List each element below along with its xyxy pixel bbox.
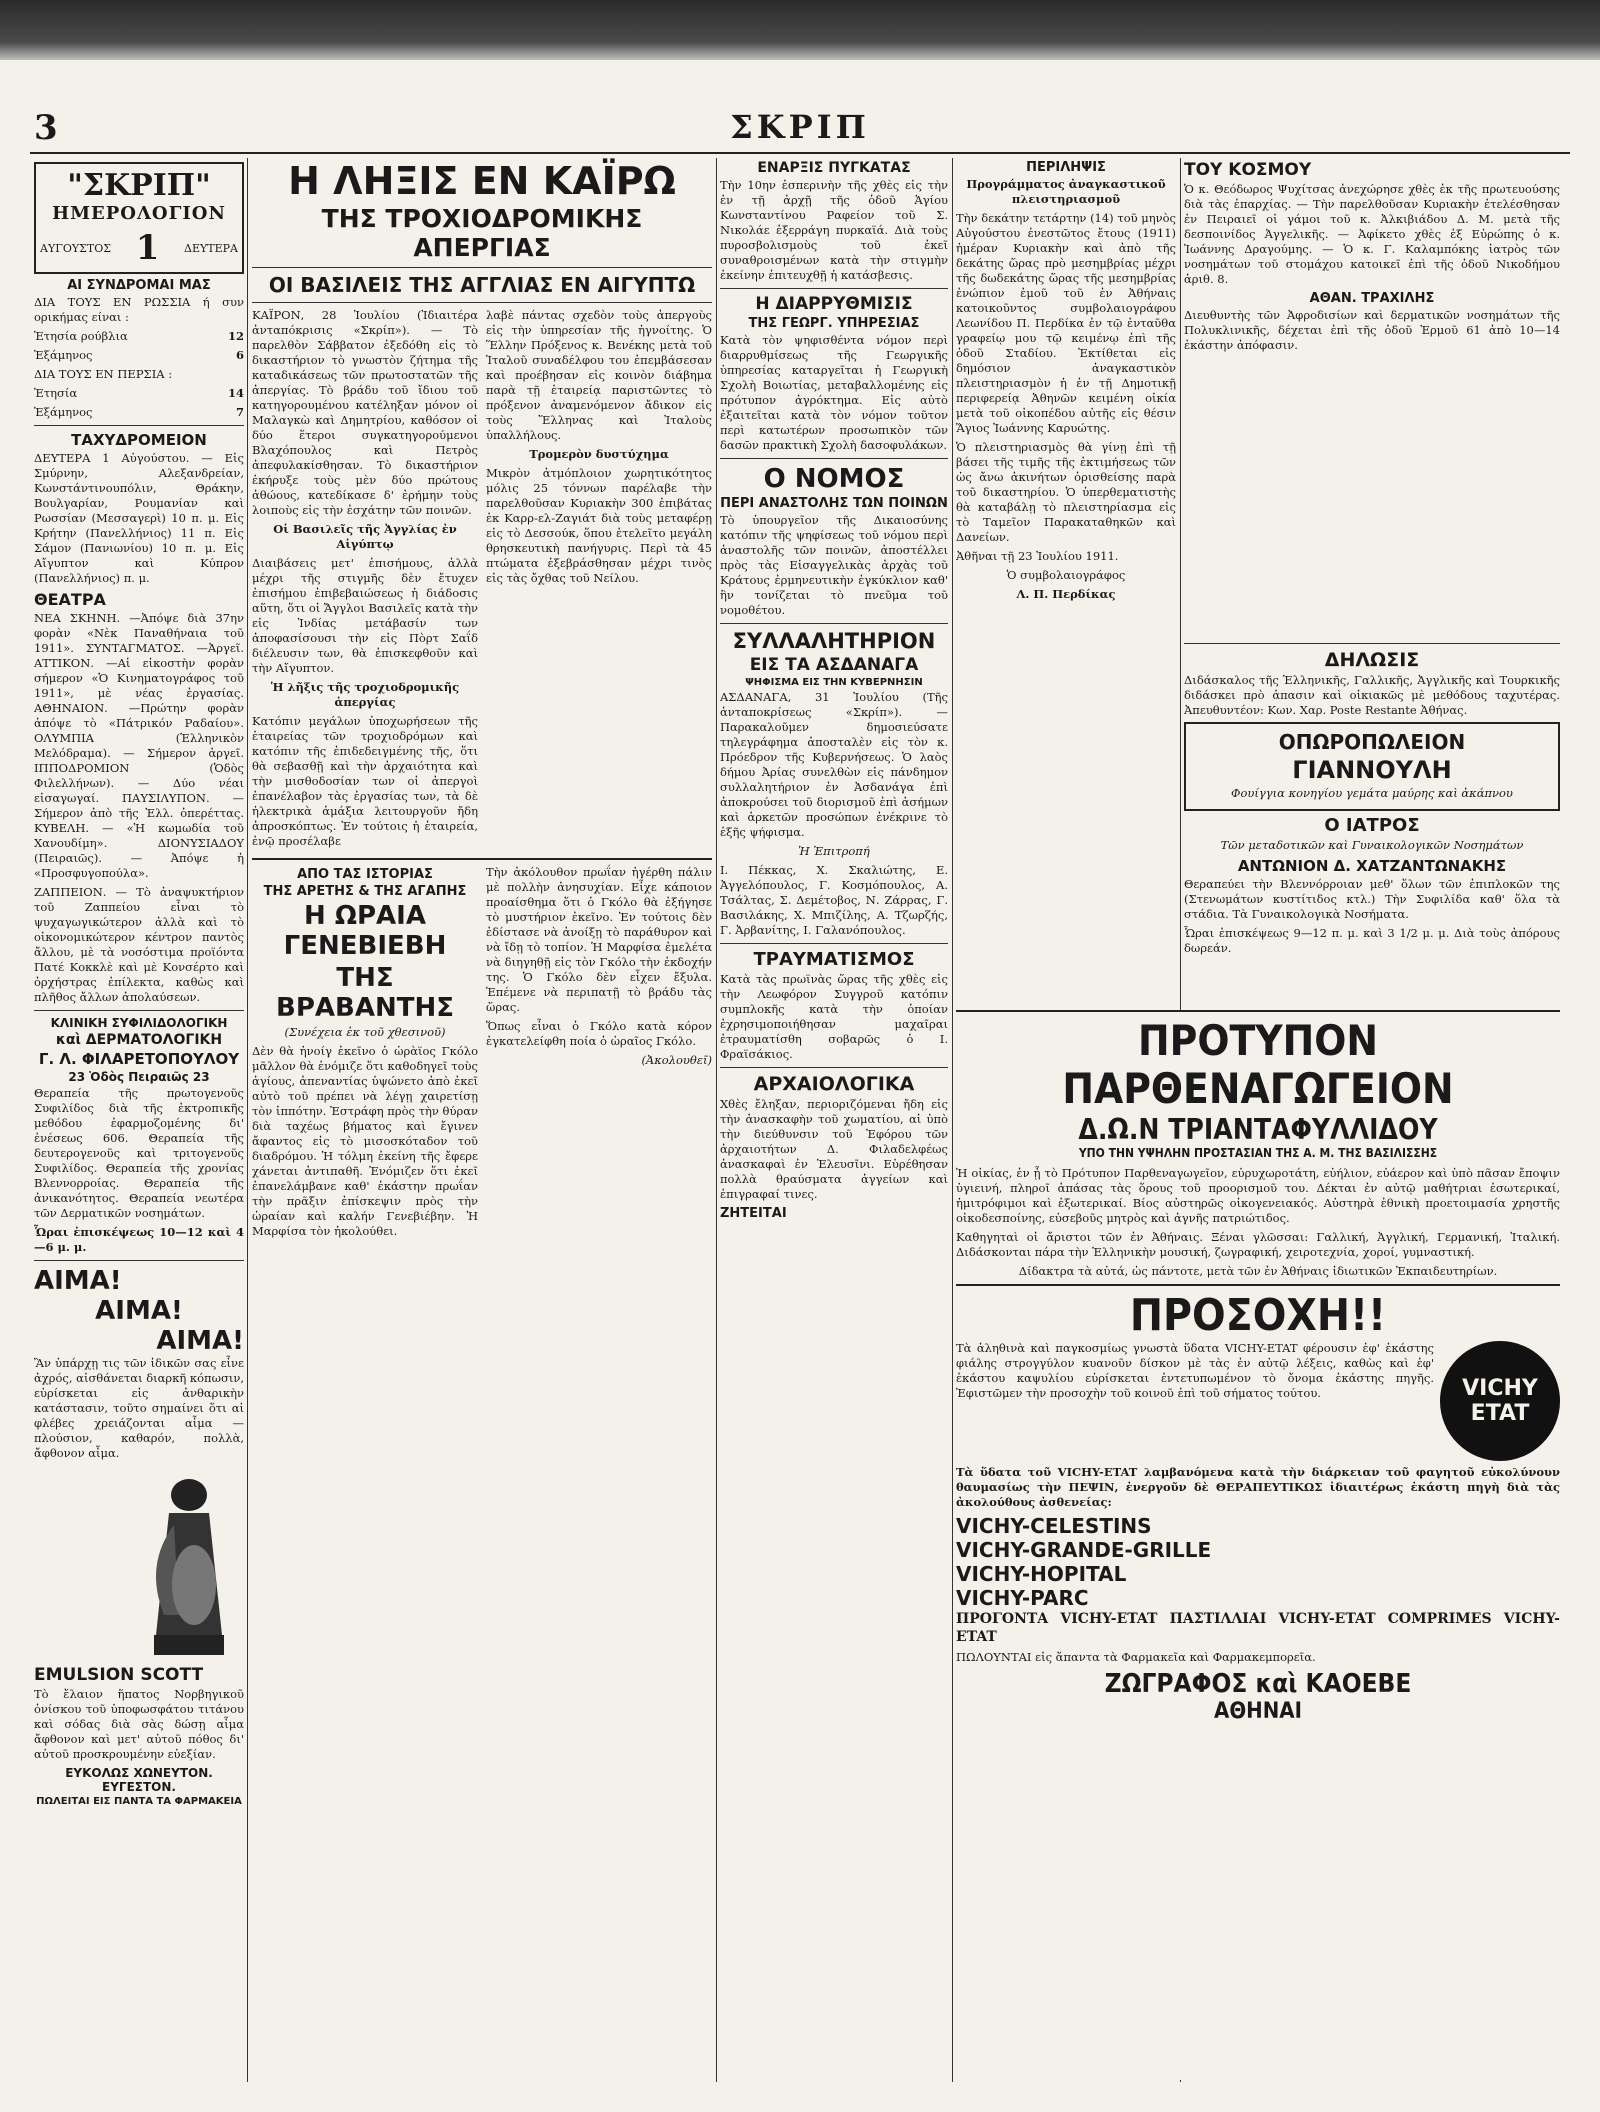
fisherman-illustration: [134, 1465, 244, 1665]
emulsion-brand: EMULSION SCOTT: [34, 1665, 204, 1685]
calendar-subtitle: ΗΜΕΡΟΛΟΓΙΟΝ: [52, 203, 226, 224]
doctor-name: ΑΘΑΝ. ΤΡΑΧΙΛΗΣ: [1309, 291, 1435, 306]
doctor2-sub: Τῶν μεταδοτικῶν καὶ Γυναικολογικῶν Νοσημάτων: [1220, 838, 1524, 852]
vichy-badge-text: VICHY: [1462, 1376, 1538, 1401]
serial-end: Ὅπως εἶναι ὁ Γκόλο κατὰ κόρον ἐγκατελείφθη ποία ὁ ὡραῖος Γκόλο.: [486, 1019, 712, 1048]
column-3: [720, 158, 948, 2082]
subs-row-value: 7: [235, 405, 244, 419]
vichy-springs: [956, 1514, 1560, 1610]
paper-name: ΣΚΡΙΠ: [730, 108, 870, 146]
serial-text: Δὲν θὰ ἠνοίγ ἐκεῖνο ὁ ὠρὰϊος Γκόλο μᾶλλον θὰ ἐνόμιζε ὅτι καθοδηγεῖ τοὺς ἀγίους, ἀπεναντίας ὑψώνετο ἀπὸ ἐκεῖ αὐτὸ τοῦ πρέπει νὰ λέγῃ χαιρετίσῃ τὸν ἱππότην. Ἐστράφη πρὸς τὴν θύραν διὰ ταχέως βήματος καὶ ἔγινεν ἄφαντος εἰς τὸ μισοσκόταδον τοῦ διαδρόμου. Ἡ τόλμη ἐκείνη τῆς ἔφερε χάνεται ἀντιπαθῆ. Ἐνόμιζεν ὅτι ἐκεῖ ἐπανελάμβανε καθ' ἑκάστην πρωΐαν τὴν πρᾶξιν ἐπίσκεψιν πρὸς τὴν ὡραίαν καὶ καλήν Γενεβιέβην. Ἡ Μαρφίσα τὸν ἠκολούθει.: [252, 1044, 478, 1238]
auction-place: Ἀθῆναι τῇ 23 Ἰουλίου 1911.: [956, 549, 1119, 563]
vichy-spring: VICHY-GRANDE-GRILLE: [956, 1538, 1212, 1562]
fruit-shop-name: ΓΙΑΝΝΟΥΛΗ: [1292, 756, 1452, 784]
fruit-shop-sub: Φουίγγια κονηγίου γεμάτα μαύρης καὶ ἀκάπνου: [1231, 786, 1513, 800]
school-patron: ΥΠΟ ΤΗΝ ΥΨΗΛΗΝ ΠΡΟΣΤΑΣΙΑΝ ΤΗΣ Α. Μ. ΤΗΣ ΒΑΣΙΛΙΣΣΗΣ: [1078, 1146, 1438, 1160]
serial-pretitle-2: ΤΗΣ ΑΡΕΤΗΣ & ΤΗΣ ΑΓΑΠΗΣ: [263, 884, 467, 899]
auction-text-2: Ὁ πλειστηριασμὸς θὰ γίνῃ ἐπὶ τῇ βάσει τῆς τιμῆς τῆς ἐκτιμήσεως τῶν ὡς ἄνω ἀκινήτων ὁρισθείσης παρὰ τοῦ δικαστηρίου. Ὁ ὑπερθεματιστὴς θὰ καταβάλῃ τὸ πλειστηρίασμα εἰς τὸ Ταμεῖον Παρακαταθηκῶν καὶ Δανείων.: [956, 440, 1176, 544]
rally-names: Ι. Πέκκας, Χ. Σκαλιώτης, Ε. Ἀγγελόπουλος, Γ. Κοσμόπουλος, Α. Τσάλτας, Σ. Δεμέτοβος, Ν. Ζάρρας, Γ. Βασιλάκης, Χ. Μπιζίλης, Α. Τζωρζής, Γ. Ἀρβανίτης, Ι. Γαλανόπουλος.: [720, 863, 948, 937]
archaeology-text: Χθὲς ἔληξαν, περιοριζόμεναι ἤδη εἰς τὴν ἀνασκαφὴν τοῦ χωματίου, αἱ ὑπὸ τὴν διεύθυνσιν τοῦ Ἐφόρου τῶν ἀρχαιοτήτων Δ. Φιλαδελφέως ἀνασκαφαὶ ἐν Ἐλευσῖνι. Εὑρέθησαν πολλὰ θραύσματα ἀγγείων καὶ ἐπιγραφαί τινες.: [720, 1097, 948, 1201]
subscriptions-russia: ΔΙΑ ΤΟΥΣ ΕΝ ΡΩΣΣΙΑ ή συν ορικήμας είναι :: [34, 295, 244, 324]
agri-text: Κατὰ τὸν ψηφισθέντα νόμον περὶ διαρρυθμίσεως τῆς Γεωργικῆς ὑπηρεσίας καταργεῖται ἡ Γεωργικὴ Σχολὴ Βοιωτίας, μεταβαλλομένης εἰς πρότυπον ἀγρόκτημα. Εἰς αὐτὸ ἐξαιτεῖται κατὰ τὸν νόμον τοῦτον περὶ κατωτέρων προσωπικὸν τῶν δασῶν πρακτικὴ Σχολὴ δασοφυλάκων.: [720, 333, 948, 452]
rally-title: ΣΥΛΛΑΛΗΤΗΡΙΟΝ: [732, 629, 936, 653]
main-headline-3: ΟΙ ΒΑΣΙΛΕΙΣ ΤΗΣ ΑΓΓΛΙΑΣ ΕΝ ΑΙΓΥΠΤΩ: [268, 273, 696, 297]
masthead-rule: [30, 152, 1570, 154]
clinic-subtitle: καὶ ΔΕΡΜΑΤΟΛΟΓΙΚΗ: [55, 1032, 223, 1048]
article-text: λαβὲ πάντας σχεδὸν τοὺς ἀπεργοὺς εἰς τὴν ὑπηρεσίαν τῆς ἡγνοίτης. Ὁ Ἕλλην Πρόξενος κ. Βενέκης μετὰ τοῦ Ἰταλοῦ συναδέλφου του ἐπεμβάσεσαν καὶ προέβησαν εἰς κοινὸν διάβημα παρὰ τῇ ἑταιρείᾳ παριστῶντες τὸ πρόξενον ἀναμενόμενον ἄδικον εἰς τοὺς Ἕλληνας καὶ Ἰταλοὺς ὑπαλλήλους.: [486, 308, 712, 442]
agri-title: Η ΔΙΑΡΡΥΘΜΙΣΙΣ: [755, 294, 913, 314]
doctor2-text: Θεραπεύει τὴν Βλεννόρροιαν μεθ' ὅλων τῶν ἐπιπλοκῶν της (Στενωμάτων κυστίτιδος κτλ.) Τὴν Συφιλίδα καθ' ὅλα τὰ στάδια. Τὰ Γυναικολογικὰ Νοσήματα.: [1184, 877, 1560, 921]
clinic-address: 23 Ὁδὸς Πειραιῶς 23: [68, 1070, 210, 1084]
blood-headline: ΑΙΜΑ!: [34, 1266, 122, 1296]
masthead: [0, 108, 1600, 148]
main-headline: Η ΛΗΞΙΣ ΕΝ ΚΑΪΡΩ: [288, 159, 676, 203]
column-divider: [247, 158, 248, 2082]
serial-title: Η ΩΡΑΙΑ ΓΕΝΕΒΙΕΒΗ: [283, 901, 447, 961]
calendar-box: [34, 162, 244, 274]
serial-to-follow: (Ἀκολουθεῖ): [641, 1053, 712, 1067]
serial-title-2: ΤΗΣ ΒΡΑΒΑΝΤΗΣ: [276, 963, 454, 1023]
subs-row-value: 12: [227, 329, 244, 343]
vichy-badge-logo: [1440, 1341, 1560, 1461]
fire-text: Τὴν 10ην ἐσπερινὴν τῆς χθὲς εἰς τὴν ἐν τῇ ἀρχῇ τῆς ὁδοῦ Ἁγίου Κωνσταντίνου Ραφείον τοῦ Σ. Νικολάε ἐξερράγη πυρκαϊά. Διὰ τοὺς πυροσβολισμοὺς τοῦ ἐκεῖ συναθροισμένων κατὰ τὴν στιγμὴν ἐκείνην ἐπιτευχθῇ ἡ κατάσβεσις.: [720, 178, 948, 282]
calendar-month: ΑΥΓΟΥΣΤΟΣ: [40, 241, 112, 255]
vichy-badge-text: ETAT: [1470, 1401, 1530, 1426]
auction-name: Λ. Π. Περδίκας: [1016, 587, 1116, 601]
law-text: Τὸ ὑπουργεῖον τῆς Δικαιοσύνης κατόπιν τῆς ψηφίσεως τοῦ νόμου περὶ ἀναστολῆς τῶν ποινῶν, ἀποστέλλει πρὸς τὰς Εἰσαγγελικὰς ἀρχὰς τοῦ Κράτους ἐρμηνευτικὴν ἐγκύκλιον καθ' ἣν τονίζεται τὸ πνεῦμα τοῦ νομοθέτου.: [720, 513, 948, 617]
emulsion-slogan: ΕΥΚΟΛΩΣ ΧΩΝΕΥΤΟΝ. ΕΥΓΕΣΤΟΝ.: [65, 1766, 213, 1794]
injury-title: ΤΡΑΥΜΑΤΙΣΜΟΣ: [753, 949, 915, 970]
clinic-title: ΚΛΙΝΙΚΗ ΣΥΦΙΛΙΔΟΛΟΓΙΚΗ: [50, 1016, 228, 1030]
zappeion-text: ΖΑΠΠΕΙΟΝ. — Τὸ ἀναψυκτήριον τοῦ Ζαππείου εἶναι τὸ ψυχαγωγικώτερον ἀλλὰ καὶ τὸ οἰκονομικώτερον κέντρον παντὸς ἄλλου, μὲ τὰ νοσόστιμα προϊόντα Πατέ Κοκκλὲ καὶ μὲ Κονσέρτο καὶ ὀρχήστρας ἐπίλεκτα, καθὼς καὶ πλῆθος ἄλλων ἀπολαύσεων.: [34, 885, 244, 1004]
fruit-shop-title: ΟΠΩΡΟΠΩΛΕΙΟΝ: [1278, 730, 1466, 754]
doctor2-name: ΑΝΤΩΝΙΟΝ Δ. ΧΑΤΖΑΝΤΩΝΑΚΗΣ: [1237, 857, 1507, 875]
accident-text: Μικρὸν ἀτμόπλοιον χωρητικότητος μόλις 25 τόννων παρέλαβε τὴν παρελθοῦσαν Κυριακὴν 300 ἐπιβάτας ἐκ Καρρ-ελ-Ζαγιάτ διὰ τοὺς μεταφέρῃ εἰς τὸ Δεσσούκ, ὅπου ἐτελεῖτο μεγάλη θρησκευτικὴ πανήγυρις. Περὶ τὰ 45 πτώματα ἐξεβράσθησαν μέχρι τινὸς εἰς τὰς ὄχθας τοῦ Νείλου.: [486, 466, 712, 585]
page-number: 3: [34, 108, 58, 148]
blood-text: Ἂν ὑπάρχῃ τις τῶν ἰδικῶν σας εἶνε ἀχρός, αἰσθάνεται διαρκῆ κόπωσιν, εὑρίσκεται εἰς ἀνθαρικὴν κατάστασιν, τοῦτο σημαίνει ὅτι αἱ φλέβες χρειάζονται αἷμα — πλούσιον, καθαρόν, πολλὰ, ἄφθονον αἷμα.: [34, 1356, 244, 1460]
school-title: ΠΡΟΤΥΠΟΝ ΠΑΡΘΕΝΑΓΩΓΕΙΟΝ: [1062, 1016, 1454, 1113]
theatres-text: ΝΕΑ ΣΚΗΝΗ. —Ἀπόψε διὰ 37ην φορὰν «Νὲκ Παναθήναια τοῦ 1911». ΣΥΝΤΑΓΜΑΤΟΣ. —Ἀργεῖ. ΑΤΤΙΚΟΝ. —Αἱ εἰκοστὴν φορὰν σήμερον «Ὁ Κινηματογράφος τοῦ 1911», μὲ νέας ἐργασίας. ΑΘΗΝΑΙΟΝ. —Πρώτην φορὰν ἀπόψε τὸ «Πάτρικόν Ραδαίου». ΟΛΥΜΠΙΑ (Ἑλληνικὸν Μελόδραμα). — Σήμερον ἀργεῖ. ΙΠΠΟΔΡΟΜΙΟΝ (Ὁδὸς Φιλελλήνων). — Δύο νέαι εἰσαγωγαί. ΠΑΥΣΙΛΥΠΟΝ. —Σήμερον ἀπὸ τῆς Ἑλλ. ὀπερέττας. ΚΥΒΕΛΗ. — «Ἡ κωμωδία τοῦ Χανουδίμη». ΔΙΟΝΥΣΙΑΔΟΥ (Πειραιῶς). — Ἀπόψε ἡ «Προσφυγοπούλα».: [34, 611, 244, 880]
society-title: ΤΟΥ ΚΟΣΜΟΥ: [1184, 160, 1312, 180]
rally-text: ΑΣΔΑΝΑΓΑ, 31 Ἰουλίου (Τῆς ἀνταποκρίσεως «Σκρίπ»). — Παρακαλοῦμεν δημοσιεύσατε τηλεγράφημα ἀποσταλὲν εἰς τὸν κ. Πρόεδρον τῆς Κυβερνήσεως. Ὁ λαὸς δήμου Ἀρίας συνελθὼν εἰς πάνδημον συλλαλητήριον ἐν Ἀσδανάγα ἐπὶ ἀποκρούσει τοῦ διορισμοῦ ἐπὶ ἀσήμων καὶ ἀρκετῶν προσώπων ἐνέκρινε τὸ ἑξῆς ψήφισμα.: [720, 690, 948, 839]
doctor-text: Διευθυντὴς τῶν Ἀφροδισίων καὶ δερματικῶν νοσημάτων τῆς Πολυκλινικῆς, δέχεται ἐπὶ τῆς ὁδοῦ Ἑρμοῦ 61 ἀπὸ 10—14 ἐκάστην ἀπόφασιν.: [1184, 308, 1560, 352]
blood-headline: ΑΙΜΑ!: [95, 1296, 183, 1326]
subs-row-value: 6: [235, 348, 244, 362]
school-and-vichy-ads: [956, 1010, 1560, 2080]
school-name: Δ.Ω.Ν ΤΡΙΑΝΤΑΦΥΛΛΙΔΟΥ: [1078, 1113, 1438, 1146]
notice-text: Διδάσκαλος τῆς Ἑλληνικῆς, Γαλλικῆς, Ἀγγλικῆς καὶ Τουρκικῆς διδάσκει πρὸ ἀπασιν καὶ οἰκιακῶς μὲ μεθόδους ταχυτέρας. Ἀπευθυντέον: Κων. Χαρ. Poste Restante Ἀθήνας.: [1184, 673, 1560, 717]
school-text: Ἡ οἰκίας, ἐν ᾗ τὸ Πρότυπον Παρθεναγωγεῖον, εὐρυχωροτάτη, εὐήλιον, εὐάερον καὶ ὑπὸ πᾶσαν ἔποψιν ὑγιεινή, πληροῖ ἁπάσας τὰς ὅρους τοῦ προορισμοῦ του. Δέκται ἐν αὐτῷ μαθήτριαι ἐσωτερικαί, ἡμιτρόφιμοι καὶ ἐξωτερικαί. Βίος αὐστηρῶς οἰκογενειακός. Αὐστηρὰ ἐθνικὴ προετοιμασία χρηστῆς οἰκοδεσποίνης, εὐσεβοῦς μητρὸς καὶ ἀγνῆς πατριώτιδος.: [956, 1166, 1560, 1225]
auction-sign: Ὁ συμβολαιογράφος: [1006, 568, 1126, 582]
serial-pretitle: ΑΠΟ ΤΑΣ ΙΣΤΟΡΙΑΣ: [297, 867, 433, 882]
fire-title: ΕΝΑΡΞΙΣ ΠΥΓΚΑΤΑΣ: [757, 160, 911, 176]
subs-row-label: Ἑξάμηνος: [34, 405, 93, 419]
archaeology-title: ΑΡΧΑΙΟΛΟΓΙΚΑ: [753, 1073, 915, 1095]
vichy-spring: VICHY-CELESTINS: [956, 1514, 1152, 1538]
post-office-title: ΤΑΧΥΔΡΟΜΕΙΟΝ: [71, 431, 207, 449]
blood-headline: ΑΙΜΑ!: [156, 1326, 244, 1356]
subscriptions-persia: ΔΙΑ ΤΟΥΣ ΕΝ ΠΕΡΣΙΑ :: [34, 367, 173, 381]
school-text-2: Καθηγηταὶ οἱ ἄριστοι τῶν ἐν Ἀθήναις. Ξέναι γλῶσσαι: Γαλλική, Ἀγγλική, Γερμανική, Ἰταλική. Διδάσκονται πάρα τὴν Ἐλληνικὴν μουσική, ζωγραφική, χειροτεχνία, χοροί, γυμναστική.: [956, 1230, 1560, 1259]
auction-subtitle: Προγράμματος ἀναγκαστικοῦ πλειστηριασμοῦ: [966, 177, 1166, 206]
auction-text: Τὴν δεκάτην τετάρτην (14) τοῦ μηνὸς Αὐγούστου ἐνεστῶτος ἔτους (1911) ἡμέραν Κυριακὴν καὶ ἀπὸ τῆς δεκάτης ὥρας πρὸ μεσημβρίας μέχρι τῆς δωδεκάτης ὥρας τῆς μεσημβρίας ἐνώπιον ἐμοῦ τοῦ ἐν Ἀθήναις κατοικοῦντος συμβολαιογράφου Λεωνίδου Π. Περδίκα ἐν τῷ ἐνταῦθα γραφείῳ μου τῷ κειμένῳ ἐπὶ τῆς ὁδοῦ Σταδίου. Ἐκτίθεται εἰς δημόσιον ἀναγκαστικὸν πλειστηριασμὸν ἡ ἐν τῇ Δημοτικῇ περιφερείᾳ Ἀθηνῶν κειμένη οἰκία μετὰ τοῦ οἰκοπέδου αὐτῆς εἰς θέσιν Ἅγιος Ἰωάννης Καρυώτης.: [956, 211, 1176, 435]
column-divider: [716, 158, 717, 2082]
agri-subtitle: ΤΗΣ ΓΕΩΡΓ. ΥΠΗΡΕΣΙΑΣ: [748, 316, 920, 331]
royals-text: Διαιβάσεις μετ' ἐπισήμους, ἀλλὰ μέχρι τῆς στιγμῆς δὲν ἔτυχεν ἐπισήμου ἐπιβεβαιώσεως ἡ διάδοσις αὕτη, ὅτι οἱ Ἄγγλοι Βασιλεῖς κατὰ τὴν εἰς Ἰνδίας μετάβασίν των ἀποφασίσουσι τὴν εἰς Πὸρτ Σαΐδ διέλευσιν των, θὰ ἐπισκεφθοῦν καὶ τὴν Αἴγυπτον.: [252, 556, 478, 675]
notice-title: ΔΗΛΩΣΙΣ: [1324, 649, 1420, 671]
column-divider: [952, 158, 953, 2082]
doctor2-title: Ο ΙΑΤΡΟΣ: [1324, 815, 1420, 836]
accident-title: Τρομερὸν δυστύχημα: [529, 447, 669, 461]
column-2: [252, 158, 712, 2082]
post-office-text: ΔΕΥΤΕΡΑ 1 Αὐγούστου. — Εἰς Σμύρνην, Αλεξανδρείαν, Κωνστάντινουπόλιν, Θράκην, Βουλγαρίαν, Ρουμανίαν καὶ Ρωσσίαν (Μεσσαγερὶ) 10 π. μ. Εἰς Κρήτην (Πανελλήνιος) 11 π. Εἰς Σάμον (Πανιωνίου) 10 π. μ. Εἰς Αἴγυπτον καὶ Κύπρον (Πανελλήνιος) π. μ.: [34, 451, 244, 585]
vichy-agent: ΖΩΓΡΑΦΟΣ καὶ ΚΑΟΕΒΕ: [1104, 1669, 1412, 1699]
vichy-city: ΑΘΗΝΑΙ: [1214, 1699, 1302, 1724]
calendar-title: "ΣΚΡΙΠ": [67, 168, 211, 203]
vichy-sales: ΠΩΛΟΥΝΤΑΙ εἰς ἅπαντα τὰ Φαρμακεῖα καὶ Φαρμακεμπορεῖα.: [956, 1650, 1316, 1664]
rally-subtitle: ΕΙΣ ΤΑ ΑΣΔΑΝΑΓΑ: [749, 655, 919, 675]
emulsion-text: Τὸ ἔλαιον ἥπατος Νορβηγικοῦ ὀνίσκου τοῦ ὑποφωσφάτου τιτάνου καὶ σόδας διὰ σὰς δώσῃ αἷμα ἄφθονον καὶ μετ' αὐτοῦ πόθος δι' αὐτοῦ προσκρουμένην εὐεξίαν.: [34, 1687, 244, 1761]
clinic-text: Θεραπεία τῆς πρωτογενοῦς Συφιλίδος διὰ τῆς ἐκτροπικῆς μεθόδου ἐφαρμοζομένης δι' ἐνέσεως 606. Θεραπεία τῆς δευτερογενοῦς καὶ τριτογενοῦς Συφιλίδος. Θεραπεία τῆς χρονίας Βλεννορροίας. Θεραπεία τῆς ἀνικανότητος. Θεραπεία νεωτέρα τῶν Δερματικῶν νοσημάτων.: [34, 1086, 244, 1220]
rally-committee: Ἡ Ἐπιτροπή: [798, 844, 870, 858]
vichy-text: Τὰ ἀληθινὰ καὶ παγκοσμίως γνωστὰ ὕδατα VICHY-ETAT φέρουσιν ἐφ' ἑκάστης φιάλης στρογγύλον κυανοῦν δίσκον μὲ τὰς ἐν αὐτῷ λέξεις, καθὼς καὶ ἐφ' ἑκάστου καψυλίου εὑρίσκεται ἐντετυπωμένον τὸ ὄνομα ἑκάστης πηγῆς. Ἐφιστῶμεν τὴν προσοχὴν τοῦ κοινοῦ ἐπὶ τοῦ σήματος τούτου.: [956, 1341, 1434, 1400]
wanted-title: ΖΗΤΕΙΤΑΙ: [720, 1206, 787, 1221]
clinic-hours: Ὧραι ἐπισκέψεως 10—12 καὶ 4—6 μ. μ.: [34, 1225, 244, 1254]
subs-row-label: Ἐτησία ρούβλια: [34, 329, 128, 343]
subs-row-value: 14: [227, 386, 244, 400]
royals-title: Οἱ Βασιλεῖς τῆς Ἀγγλίας ἐν Αἰγύπτῳ: [273, 522, 457, 551]
vichy-spring: VICHY-HOPITAL: [956, 1562, 1127, 1586]
vichy-products: ΠΡΟΓΟΝΤΑ VICHY-ETAT ΠΑΣΤΙΛΛΙΑΙ VICHY-ETAT COMPRIMES VICHY-ETAT: [956, 1611, 1560, 1645]
theatres-title: ΘΕΑΤΡΑ: [34, 590, 106, 609]
clinic-name: Γ. Λ. ΦΙΛΑΡΕΤΟΠΟΥΛΟΥ: [38, 1050, 240, 1068]
serial-continuation: (Συνέχεια ἐκ τοῦ χθεσινοῦ): [284, 1025, 446, 1039]
doctor2-hours: Ὧραι ἐπισκέψεως 9—12 π. μ. καὶ 3 1/2 μ. μ. Διὰ τοὺς ἀπόρους δωρεάν.: [1184, 926, 1560, 955]
subs-row-label: Ἑξάμηνος: [34, 348, 93, 362]
subscriptions-title: ΑΙ ΣΥΝΔΡΟΜΑΙ ΜΑΣ: [67, 278, 211, 293]
subs-row-label: Ἐτησία: [34, 386, 78, 400]
serial-text-2: Τὴν ἀκόλουθον πρωΐαν ἠγέρθη πάλιν μὲ πολλὴν ἀνησυχίαν. Εἶχε κάποιον προαίσθημα ὅτι ὁ Γκόλο θὰ ἐξήγησε τὸ μυστήριον ἐκεῖνο. Ἐν τούτοις δὲν ἐδίστασε νὰ ἀνοίξῃ τὸ παράθυρον καὶ νὰ ἴδῃ τὸ τοπίον. Ἡ Μαρφίσα ἐμελέτα νὰ διηγηθῇ εἰς τὸν Γκόλο τὴν ἐκδοχήν της. Ὁ Γκόλο δὲν εἶχεν ἔξυλα. Ἐπέμενε νὰ περιπατῇ τὸ βράδυ τὰς ὥρας.: [486, 865, 712, 1014]
vichy-spring: VICHY-PARC: [956, 1586, 1089, 1610]
school-text-3: Δίδακτρα τὰ αὐτά, ὡς πάντοτε, μετὰ τῶν ἐν Ἀθήναις ἰδιωτικῶν Ἐκπαιδευτηρίων.: [1018, 1264, 1498, 1278]
scan-top-band: [0, 0, 1600, 60]
society-text: Ὁ κ. Θεόδωρος Ψυχίτσας ἀνεχώρησε χθὲς ἐκ τῆς πρωτευούσης διὰ τὰς ἐπαρχίας. — Τὴν παρελθοῦσαν Κυριακὴν ἐτελέσθησαν ἐν Πειραιεῖ οἱ γάμοι τοῦ κ. Ἀλκιβιάδου Δ. Μ. μετὰ τῆς δεσποινίδος Ἀγγελικῆς. — Ἀφίκετο χθὲς ἐξ Εὐρώπης ὁ κ. Ἰωάννης Δραγούμης. — Ὁ κ. Γ. Καλαμπόκης ἰατρὸς τῶν νοσημάτων τοῦ στομάχου κατοικεῖ ἐπὶ τῆς ὁδοῦ Νικοδήμου ἀριθ. 8.: [1184, 182, 1560, 286]
emulsion-sold: ΠΩΛΕΙΤΑΙ ΕΙΣ ΠΑΝΤΑ ΤΑ ΦΑΡΜΑΚΕΙΑ: [36, 1796, 242, 1807]
vichy-title: ΠΡΟΣΟΧΗ!!: [1129, 1290, 1387, 1341]
calendar-day: 1: [135, 228, 160, 268]
strike-end-text: Κατόπιν μεγάλων ὑποχωρήσεων τῆς ἑταιρείας τῶν τροχιοδρόμων καὶ κατόπιν τῆς ἐπιδεδειγμένης τῆς, ὅτι θὰ σεβασθῇ καὶ τὴν ἀρχαιότητα καὶ τὴν μισθοδοσίαν των οἱ ἀπεργοὶ ἐπανέλαβον τὰς ἐργασίας των, τὰ δὲ ἠλεκτρικὰ ἁμάξια λειτουργοῦν ἤδη ἀπροσκόπτως. Ἐν τούτοις ἡ ἑταιρεία, ἐνῷ προσέλαβε: [252, 714, 478, 848]
column-1: [34, 158, 244, 2082]
rally-subtitle-2: ΨΗΦΙΣΜΑ ΕΙΣ ΤΗΝ ΚΥΒΕΡΝΗΣΙΝ: [745, 677, 923, 688]
law-subtitle: ΠΕΡΙ ΑΝΑΣΤΟΛΗΣ ΤΩΝ ΠΟΙΝΩΝ: [720, 496, 948, 511]
main-headline-2: ΤΗΣ ΤΡΟΧΙΟΔΡΟΜΙΚΗΣ ΑΠΕΡΓΙΑΣ: [321, 204, 643, 262]
strike-end-title: Ἡ λῆξις τῆς τροχιοδρομικῆς ἀπεργίας: [270, 680, 460, 709]
injury-text: Κατὰ τὰς πρωϊνὰς ὥρας τῆς χθὲς εἰς τὴν Λεωφόρον Συγγροῦ κατόπιν συμπλοκῆς κατὰ τὴν ὁποίαν ἐχρησιμοποιήθησαν μαχαῖραι ἐτραυματίσθη σοβαρῶς ὁ Ι. Φραϊσάκιος.: [720, 972, 948, 1061]
vichy-text-2: Τὰ ὕδατα τοῦ VICHY-ETAT λαμβανόμενα κατὰ τὴν διάρκειαν τοῦ φαγητοῦ εὐκολύνουν θαυμασίως τὴν ΠΕΨΙΝ, ἐνεργοῦν δὲ ΘΕΡΑΠΕΥΤΙΚΩΣ ἰδιαιτέρως ἑκάστη πηγὴ διὰ τὰς ἀκολούθους ἀσθενείας:: [956, 1465, 1560, 1509]
law-title: Ο ΝΟΜΟΣ: [763, 464, 905, 494]
fruit-shop-ad: [1184, 722, 1560, 811]
article-text: ΚΑΪΡΟΝ, 28 Ἰουλίου (Ἰδιαιτέρα ἀνταπόκρισις «Σκρίπ»). — Τὸ παρελθὸν Σάββατον ἐξεδόθη εἰς τὸ δικαστήριον τὸ γνωστὸν ζήτημα τῆς καταδικάσεως τῶν πρωτοστατῶν τῆς ἀπεργίας. Τὸ βράδυ τοῦ ἴδιου τοῦ κατηγορουμένου κατέληξαν μόνον οἱ Μαλαγκὼ καὶ Δημητρίου, καθόσον οἱ δύο ἕτεροι συγκατηγορούμενοι Βλαχόπουλος καὶ Πετρὸς ἀπεφυλακίσθησαν. Τὸ δικαστήριον ἐκήρυξε τοὺς μὲν δύο πρώτους ἀθώους, κατεδίκασε δ' ἐρήμην τοὺς λοιποὺς εἰς τὴν ἐσχάτην τῶν ποινῶν.: [252, 308, 478, 517]
calendar-weekday: ΔΕΥΤΕΡΑ: [184, 241, 238, 255]
auction-title: ΠΕΡΙΛΗΨΙΣ: [1026, 160, 1106, 175]
